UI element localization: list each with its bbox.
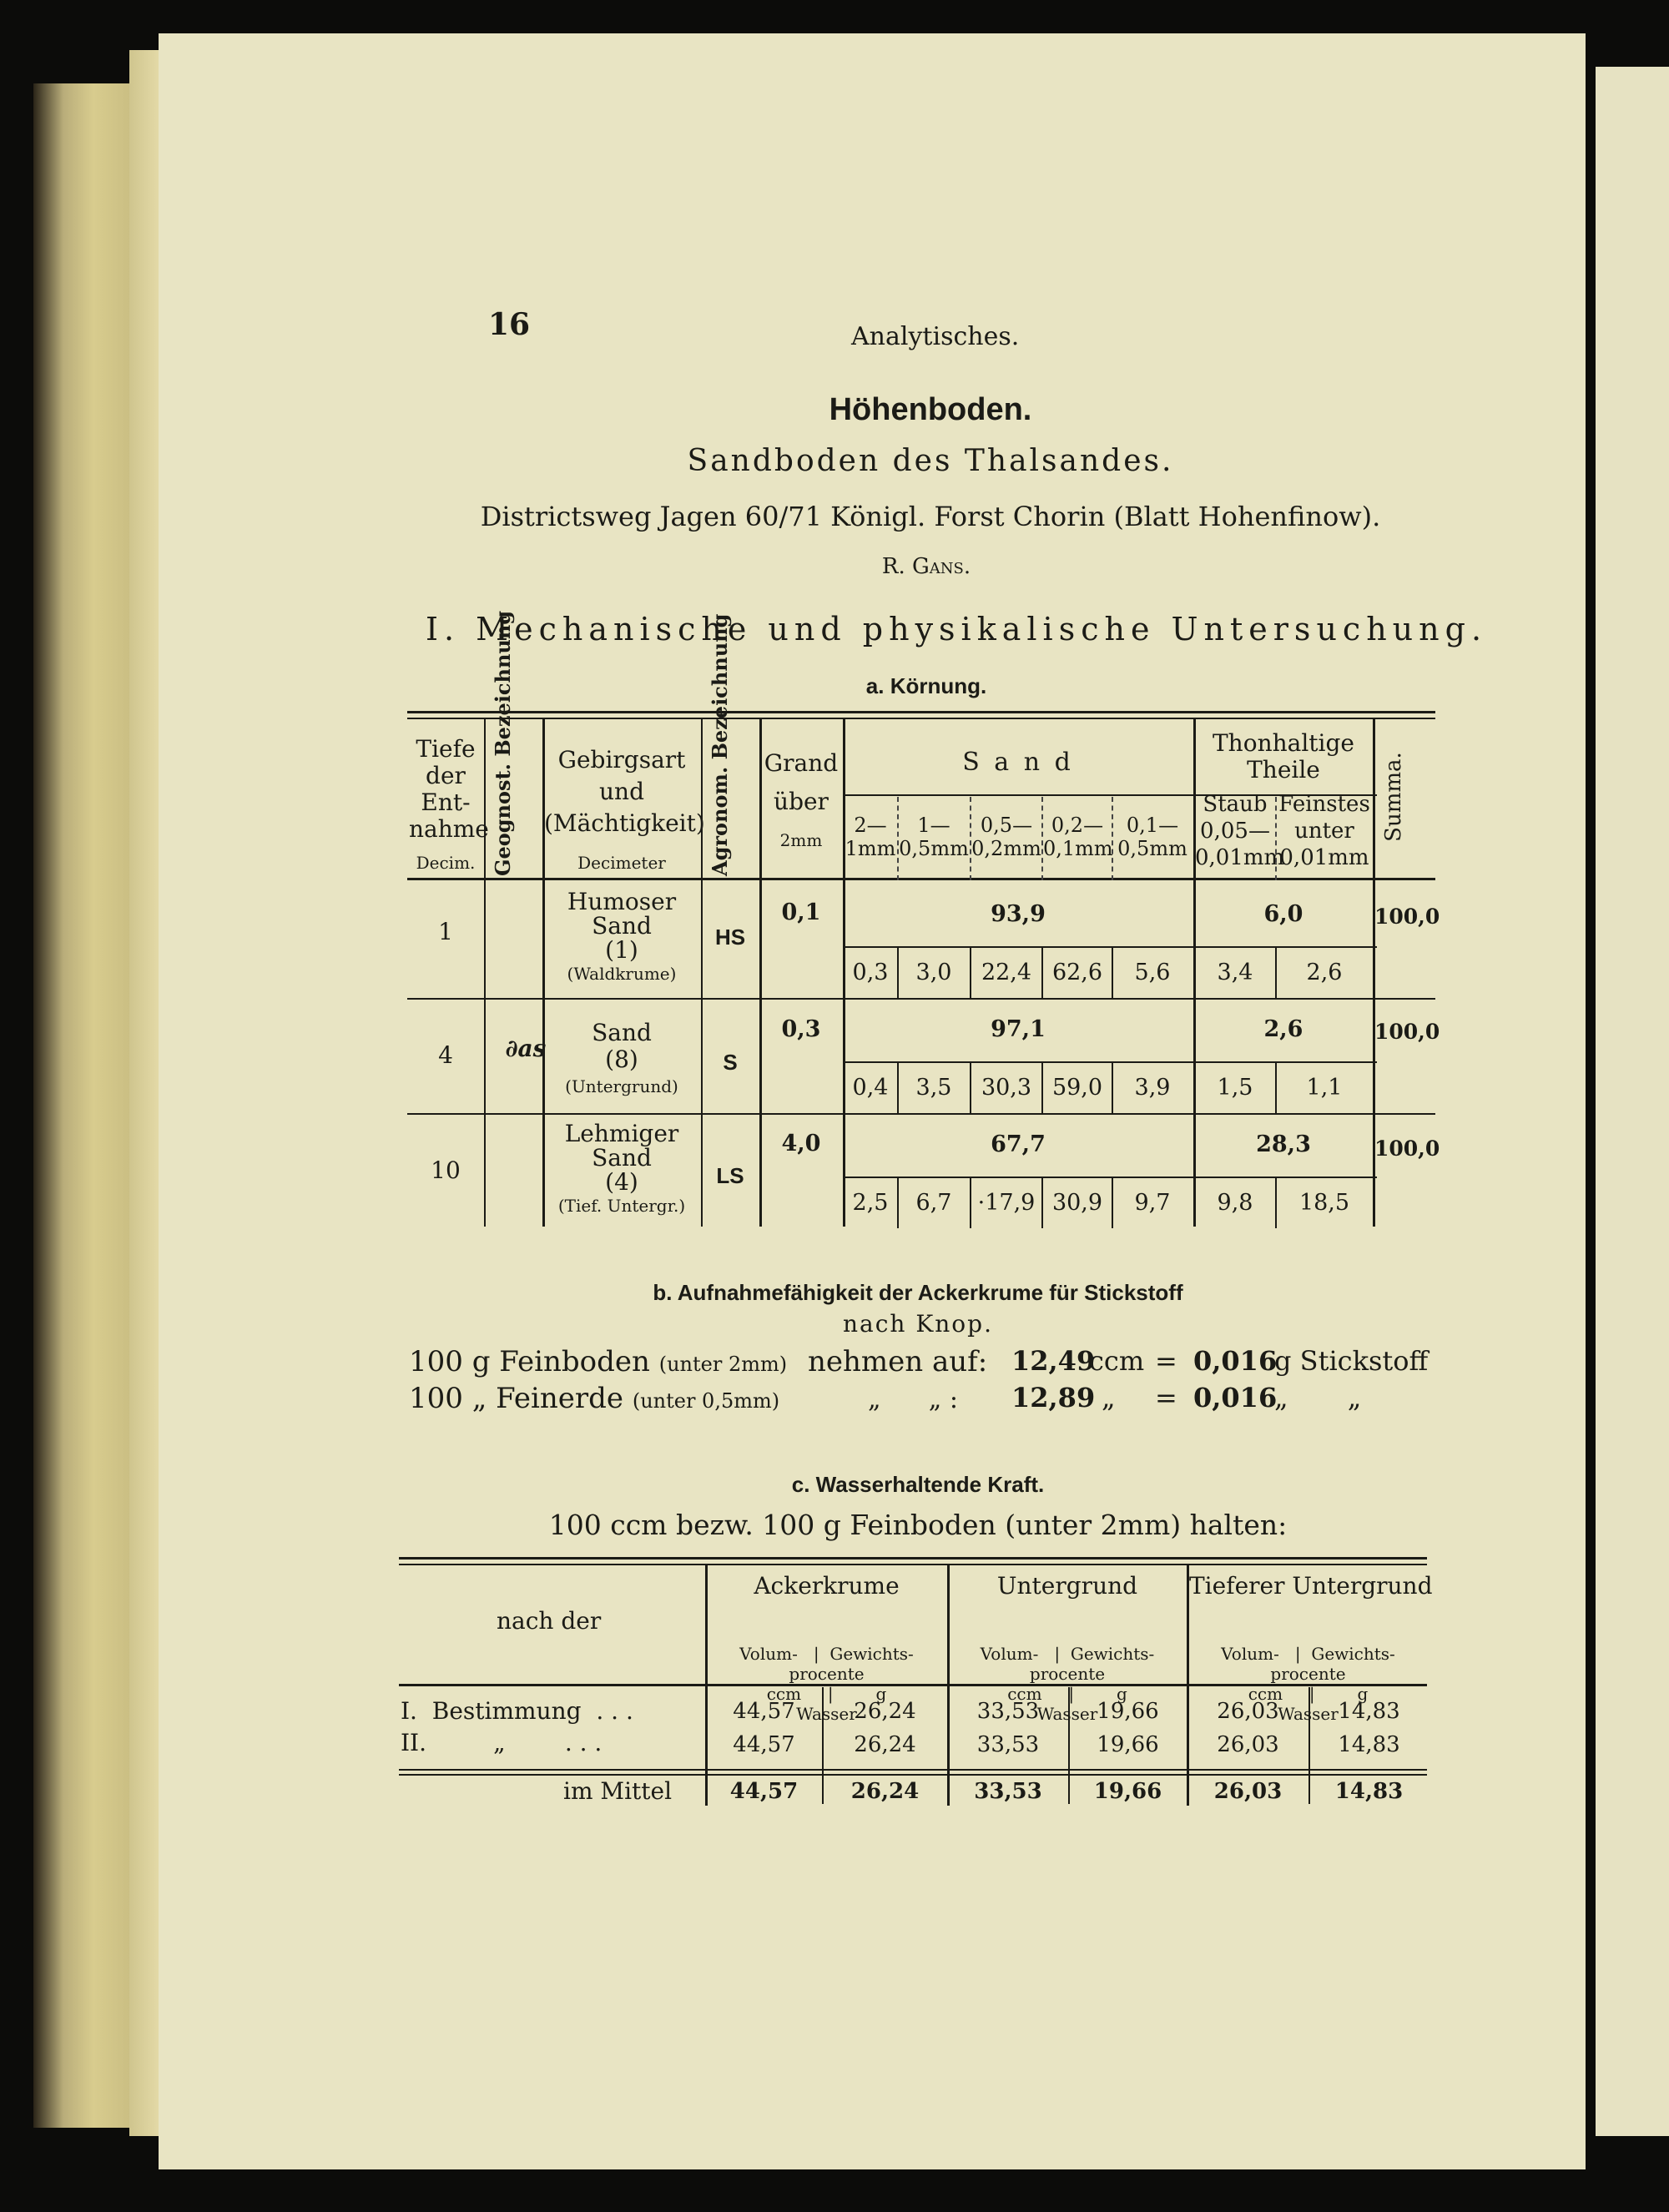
stickstoff-row-1-mid: nehmen auf: bbox=[808, 1345, 988, 1378]
wasser-mittel-v4: 19,66 bbox=[1093, 1779, 1162, 1804]
row1-rule bbox=[407, 998, 1435, 1000]
wasser-row2-v1: 44,57 bbox=[733, 1732, 795, 1757]
row2-grand: 0,3 bbox=[781, 1016, 821, 1042]
table-top-rule-2 bbox=[407, 718, 1435, 719]
wasser-sub-3: Volum- | Gewichts- procente ccm | g Wasser bbox=[1221, 1644, 1395, 1724]
row2-summa: 100,0 bbox=[1374, 1020, 1440, 1044]
row3-sand-3: ·17,9 bbox=[977, 1190, 1036, 1216]
row3-tiefe: 10 bbox=[431, 1156, 461, 1184]
wasser-row1-v6: 14,83 bbox=[1338, 1699, 1400, 1724]
row1-sand-1: 0,3 bbox=[852, 960, 889, 985]
wasser-mittel-v3: 33,53 bbox=[974, 1779, 1042, 1804]
section-heading-c-sub: 100 ccm bezw. 100 g Feinboden (unter 2mm) halten: bbox=[548, 1509, 1288, 1541]
header-agronom: Agronom. Bezeichnung bbox=[708, 613, 732, 876]
wasser-row2-label: II. „ . . . bbox=[401, 1729, 603, 1756]
header-tiefe-unit: Decim. bbox=[416, 853, 476, 873]
row2-sand-2: 3,5 bbox=[915, 1075, 952, 1101]
wasser-row2-v6: 14,83 bbox=[1338, 1732, 1400, 1757]
stickstoff-row-1-res: 0,016 bbox=[1193, 1345, 1278, 1377]
stickstoff-row-2-val: 12,89 bbox=[1011, 1382, 1096, 1413]
wasser-mittel-v2: 26,24 bbox=[850, 1779, 920, 1804]
row1-sand-total: 93,9 bbox=[991, 901, 1046, 927]
header-geognost: Geognost. Bezeichnung bbox=[491, 610, 515, 876]
row2-feinstes: 1,1 bbox=[1306, 1075, 1343, 1101]
stickstoff-row-2-tail: „ „ bbox=[1274, 1382, 1362, 1413]
wasser-group-untergrund: Untergrund bbox=[996, 1572, 1138, 1600]
row2-tiefe: 4 bbox=[438, 1041, 453, 1069]
header-sand-4: 0,2— 0,1mm bbox=[1043, 814, 1113, 860]
wasser-row1-label: I. Bestimmung . . . bbox=[401, 1697, 633, 1725]
wasser-mittel-label: im Mittel bbox=[563, 1777, 673, 1805]
stickstoff-row-2: 100 „ Feinerde (unter 0,5mm) bbox=[409, 1382, 780, 1415]
stickstoff-row-2-res: 0,016 bbox=[1193, 1382, 1278, 1413]
wasser-mittel-rule-2 bbox=[399, 1774, 1427, 1776]
wasser-group-tieferer: Tieferer Untergrund bbox=[1189, 1572, 1433, 1600]
sand-subheader-rule bbox=[843, 794, 1195, 796]
stickstoff-row-2-unit: „ bbox=[1102, 1382, 1116, 1413]
row2-thon-total: 2,6 bbox=[1263, 1016, 1303, 1042]
row3-feinstes: 18,5 bbox=[1298, 1190, 1350, 1216]
row2-sand-5: 3,9 bbox=[1134, 1075, 1171, 1101]
header-sand-1: 2— 1mm bbox=[845, 814, 896, 860]
row2-sand-4: 59,0 bbox=[1051, 1075, 1103, 1101]
wasser-mittel-v5: 26,03 bbox=[1213, 1779, 1283, 1804]
table-top-rule bbox=[407, 711, 1435, 713]
row2-sand-3: 30,3 bbox=[981, 1075, 1032, 1101]
wasser-mittel-v1: 44,57 bbox=[729, 1779, 799, 1804]
stickstoff-row-1-val: 12,49 bbox=[1011, 1345, 1096, 1377]
row2-rule bbox=[407, 1113, 1435, 1115]
row1-agronom: HS bbox=[714, 925, 746, 950]
row2-sand-total: 97,1 bbox=[991, 1016, 1046, 1042]
wasser-group-ackerkrume: Ackerkrume bbox=[754, 1572, 900, 1600]
row3-sand-1: 2,5 bbox=[852, 1190, 889, 1216]
location-line: Districtsweg Jagen 60/71 Königl. Forst Chorin (Blatt Hohenfinow). bbox=[480, 501, 1381, 532]
row2-staub: 1,5 bbox=[1217, 1075, 1253, 1101]
wasser-row2-v2: 26,24 bbox=[854, 1732, 916, 1757]
row2-sand-1: 0,4 bbox=[852, 1075, 889, 1101]
header-gebirgsart-unit: Decimeter bbox=[577, 853, 666, 873]
row3-summa: 100,0 bbox=[1374, 1136, 1440, 1161]
book-page-edges bbox=[33, 83, 134, 2128]
row3-sand-2: 6,7 bbox=[915, 1190, 952, 1216]
row1-sand-4: 62,6 bbox=[1051, 960, 1103, 985]
wasser-row2-v5: 26,03 bbox=[1217, 1732, 1279, 1757]
row1-tiefe: 1 bbox=[438, 918, 453, 945]
stickstoff-row-1-unit: ccm bbox=[1089, 1345, 1145, 1377]
row3-thon-total: 28,3 bbox=[1256, 1131, 1311, 1157]
header-staub: Staub 0,05— 0,01mm bbox=[1195, 792, 1285, 870]
header-sand-2: 1— 0,5mm bbox=[899, 814, 969, 860]
wasser-row2-v4: 19,66 bbox=[1097, 1732, 1159, 1757]
header-sand-5: 0,1— 0,5mm bbox=[1117, 814, 1187, 860]
wasser-col-label: nach der bbox=[497, 1607, 602, 1635]
header-feinstes: Feinstes unter 0,01mm bbox=[1278, 792, 1370, 870]
book-page-edges-inner bbox=[129, 50, 163, 2136]
row3-grand: 4,0 bbox=[781, 1131, 821, 1156]
stickstoff-row-2-eq: = bbox=[1155, 1382, 1177, 1413]
header-summa: Summa. bbox=[1381, 752, 1406, 842]
section-heading-b-sub: nach Knop. bbox=[843, 1310, 993, 1338]
row1-feinstes: 2,6 bbox=[1306, 960, 1343, 985]
wasser-row2-v3: 33,53 bbox=[976, 1732, 1040, 1757]
wasser-row1-v5: 26,03 bbox=[1217, 1699, 1279, 1724]
book-page bbox=[159, 33, 1586, 2169]
wasser-row1-v2: 26,24 bbox=[854, 1699, 916, 1724]
row2-split bbox=[843, 1061, 1377, 1063]
row1-split bbox=[843, 946, 1377, 948]
row1-art: Humoser Sand (1) (Waldkrume) bbox=[567, 888, 677, 984]
row3-staub: 9,8 bbox=[1217, 1190, 1253, 1216]
col-divider bbox=[701, 718, 703, 1227]
section-heading-I: I. Mechanische und physikalische Untersuchung. bbox=[426, 611, 1488, 647]
row3-sand-5: 9,7 bbox=[1134, 1190, 1171, 1216]
header-thon: Thonhaltige Theile bbox=[1213, 729, 1354, 784]
col-divider bbox=[484, 718, 486, 1227]
row1-sand-5: 5,6 bbox=[1134, 960, 1171, 985]
page-title: Höhenboden. bbox=[829, 392, 1032, 427]
row3-sand-total: 67,7 bbox=[991, 1131, 1046, 1157]
running-head: Analytisches. bbox=[851, 322, 1020, 351]
header-grand: Grand über 2mm bbox=[764, 749, 839, 850]
wasser-sub-1: Volum- | Gewichts- procente ccm | g Wasser bbox=[739, 1644, 914, 1724]
stickstoff-row-1: 100 g Feinboden (unter 2mm) bbox=[409, 1345, 788, 1378]
row3-agronom: LS bbox=[716, 1163, 744, 1188]
row3-art: Lehmiger Sand (4) (Tief. Untergr.) bbox=[557, 1120, 686, 1216]
header-sand-3: 0,5— 0,2mm bbox=[971, 814, 1041, 860]
wasser-row1-v1: 44,57 bbox=[733, 1699, 795, 1724]
page-number: 16 bbox=[488, 307, 531, 342]
stickstoff-row-2-mid: „ „ : bbox=[868, 1385, 958, 1414]
row1-sand-3: 22,4 bbox=[981, 960, 1032, 985]
wasser-top-rule bbox=[399, 1557, 1427, 1559]
stickstoff-row-1-eq: = bbox=[1155, 1345, 1177, 1377]
wasser-mittel-rule bbox=[399, 1769, 1427, 1771]
row3-split bbox=[843, 1177, 1377, 1178]
section-heading-c: c. Wasserhaltende Kraft. bbox=[791, 1472, 1045, 1497]
row1-thon-total: 6,0 bbox=[1263, 901, 1303, 927]
row3-sand-4: 30,9 bbox=[1051, 1190, 1103, 1216]
header-tiefe: Tiefe der Ent- nahme bbox=[409, 735, 489, 843]
next-page-edge bbox=[1596, 67, 1669, 2136]
header-gebirgsart: Gebirgsart und (Mächtigkeit) bbox=[544, 746, 705, 837]
wasser-sub-2: Volum- | Gewichts- procente ccm | g Wasser bbox=[980, 1644, 1155, 1724]
section-heading-b: b. Aufnahmefähigkeit der Ackerkrume für Stickstoff bbox=[653, 1280, 1183, 1305]
row1-summa: 100,0 bbox=[1374, 904, 1440, 929]
stickstoff-row-1-tail: g Stickstoff bbox=[1274, 1345, 1429, 1377]
author: R. Gans. bbox=[881, 554, 971, 579]
row2-agronom: S bbox=[723, 1050, 738, 1075]
row1-grand: 0,1 bbox=[781, 899, 821, 925]
row1-staub: 3,4 bbox=[1217, 960, 1253, 985]
row1-sand-2: 3,0 bbox=[915, 960, 952, 985]
wasser-row1-v4: 19,66 bbox=[1097, 1699, 1159, 1724]
table-header-rule bbox=[407, 878, 1435, 880]
subtitle: Sandboden des Thalsandes. bbox=[687, 444, 1174, 478]
wasser-row1-v3: 33,53 bbox=[976, 1699, 1040, 1724]
row2-art: Sand (8) (Untergrund) bbox=[565, 1019, 678, 1096]
wasser-top-rule-2 bbox=[399, 1564, 1427, 1565]
geognost-value: ∂as bbox=[505, 1035, 547, 1062]
wasser-mittel-v6: 14,83 bbox=[1334, 1779, 1404, 1804]
section-heading-a: a. Körnung. bbox=[865, 673, 987, 698]
header-sand: S a n d bbox=[962, 748, 1074, 777]
